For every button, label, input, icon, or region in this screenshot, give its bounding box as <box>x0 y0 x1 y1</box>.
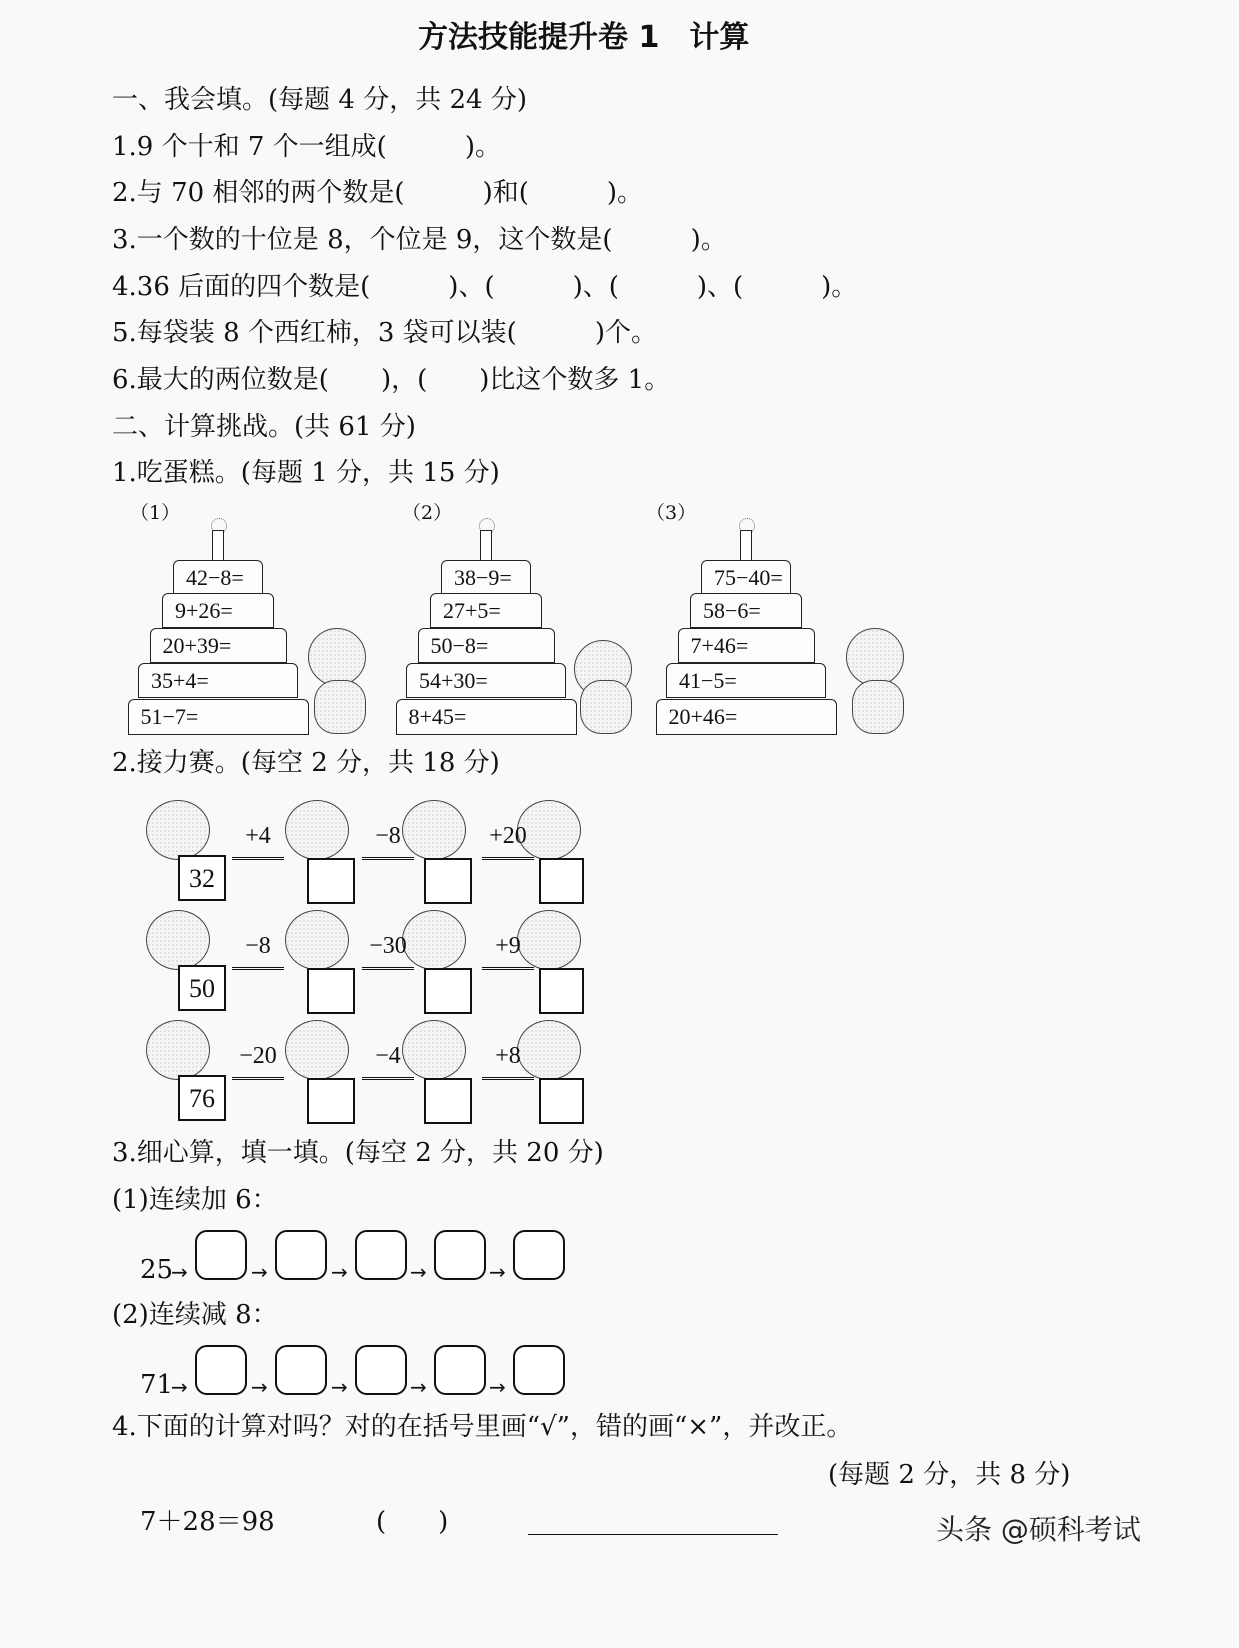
check-expression: 7＋28＝98 <box>140 1507 275 1537</box>
dog-body-icon <box>580 680 632 734</box>
relay-answer-box[interactable] <box>539 858 584 904</box>
cake-tier-equation[interactable]: 54+30= <box>406 663 566 698</box>
relay-operation-label: +9 <box>495 933 521 959</box>
relay-operation-label: −20 <box>239 1043 277 1069</box>
relay-start-box: 76 <box>178 1075 226 1121</box>
relay-answer-box[interactable] <box>307 968 355 1014</box>
relay-answer-box[interactable] <box>424 858 472 904</box>
candle-icon <box>740 530 752 562</box>
cake-tier-equation[interactable]: 38−9= <box>441 560 531 595</box>
arrow-icon: → <box>489 1260 506 1284</box>
cake-tier-equation[interactable]: 35+4= <box>138 663 298 698</box>
cake-tier-equation[interactable]: 51−7= <box>128 699 309 735</box>
relay-connector-line <box>232 1077 284 1080</box>
chain-answer-box[interactable] <box>434 1345 486 1395</box>
watermark: 头条 @硕科考试 <box>936 1513 1141 1546</box>
relay-connector-line <box>482 857 534 860</box>
cake-tier-equation[interactable]: 50−8= <box>418 628 555 663</box>
monkey-head-icon <box>308 628 366 686</box>
chain-answer-box[interactable] <box>195 1230 247 1280</box>
chain-answer-box[interactable] <box>275 1230 327 1280</box>
monkey-icon <box>146 1020 210 1080</box>
cake-tier-equation[interactable]: 20+39= <box>150 628 287 663</box>
relay-operation-label: +8 <box>495 1043 521 1069</box>
arrow-icon: → <box>171 1375 188 1399</box>
relay-answer-box[interactable] <box>424 1078 472 1124</box>
check-answer-paren[interactable]: ( ) <box>376 1507 449 1537</box>
cake-question-heading: 1.吃蛋糕。(每题 1 分，共 15 分) <box>112 458 500 488</box>
arrow-icon: → <box>331 1260 348 1284</box>
chain-answer-box[interactable] <box>355 1345 407 1395</box>
section2-heading: 二、计算挑战。(共 61 分) <box>112 412 416 442</box>
chain-answer-box[interactable] <box>355 1230 407 1280</box>
chain-answer-box[interactable] <box>275 1345 327 1395</box>
relay-operation-label: −8 <box>375 823 401 849</box>
chain-part-2-label: (2)连续减 8： <box>112 1300 278 1330</box>
relay-connector-line <box>362 967 414 970</box>
cake-tier-equation[interactable]: 42−8= <box>173 560 263 595</box>
cake-tier-equation[interactable]: 58−6= <box>690 593 802 628</box>
relay-operation-label: −30 <box>369 933 407 959</box>
monkey-body-icon <box>314 680 366 734</box>
fill-item-2: 2.与 70 相邻的两个数是( )和( )。 <box>112 178 643 208</box>
relay-answer-box[interactable] <box>307 1078 355 1124</box>
cake-tier-equation[interactable]: 7+46= <box>678 628 815 663</box>
cake-label: （3） <box>646 502 697 524</box>
monkey-icon <box>146 800 210 860</box>
relay-operation-label: +4 <box>245 823 271 849</box>
cake-label: （2） <box>402 502 453 524</box>
check-question-heading: 4.下面的计算对吗？对的在括号里画“√”，错的画“×”，并改正。 <box>112 1412 853 1442</box>
fill-item-1: 1.9 个十和 7 个一组成( )。 <box>112 132 501 162</box>
relay-answer-box[interactable] <box>424 968 472 1014</box>
relay-answer-box[interactable] <box>539 968 584 1014</box>
arrow-icon: → <box>251 1375 268 1399</box>
relay-connector-line <box>362 857 414 860</box>
relay-connector-line <box>362 1077 414 1080</box>
page-title: 方法技能提升卷 1 计算 <box>418 20 750 55</box>
cake-tier-equation[interactable]: 9+26= <box>162 593 274 628</box>
relay-connector-line <box>232 857 284 860</box>
chain-question-heading: 3.细心算，填一填。(每空 2 分，共 20 分) <box>112 1138 604 1168</box>
chain-answer-box[interactable] <box>513 1345 565 1395</box>
relay-answer-box[interactable] <box>539 1078 584 1124</box>
candle-icon <box>212 530 224 562</box>
arrow-icon: → <box>410 1375 427 1399</box>
relay-connector-line <box>482 1077 534 1080</box>
relay-operation-label: +20 <box>489 823 527 849</box>
section1-heading: 一、我会填。(每题 4 分，共 24 分) <box>112 85 527 115</box>
cake-tier-equation[interactable]: 8+45= <box>396 699 577 735</box>
relay-connector-line <box>232 967 284 970</box>
relay-question-heading: 2.接力赛。(每空 2 分，共 18 分) <box>112 748 500 778</box>
relay-start-box: 32 <box>178 855 226 901</box>
cake-tier-equation[interactable]: 41−5= <box>666 663 826 698</box>
relay-start-box: 50 <box>178 965 226 1011</box>
fill-item-5: 5.每袋装 8 个西红柿，3 袋可以装( )个。 <box>112 318 657 348</box>
arrow-icon: → <box>171 1260 188 1284</box>
chain-answer-box[interactable] <box>434 1230 486 1280</box>
fill-item-3: 3.一个数的十位是 8，个位是 9，这个数是( )。 <box>112 225 727 255</box>
fill-item-4: 4.36 后面的四个数是( )、( )、( )、( )。 <box>112 272 858 302</box>
cat-body-icon <box>852 680 904 734</box>
arrow-icon: → <box>410 1260 427 1284</box>
cake-label: （1） <box>130 502 181 524</box>
chain-start-number: 71 <box>140 1370 174 1400</box>
candle-icon <box>480 530 492 562</box>
relay-operation-label: −8 <box>245 933 271 959</box>
cake-tier-equation[interactable]: 20+46= <box>656 699 837 735</box>
chain-part-1-label: (1)连续加 6： <box>112 1185 278 1215</box>
arrow-icon: → <box>489 1375 506 1399</box>
cake-tier-equation[interactable]: 27+5= <box>430 593 542 628</box>
correction-blank[interactable] <box>528 1534 778 1535</box>
lion-icon <box>285 910 349 970</box>
chain-answer-box[interactable] <box>513 1230 565 1280</box>
arrow-icon: → <box>331 1375 348 1399</box>
lion-icon <box>285 800 349 860</box>
arrow-icon: → <box>251 1260 268 1284</box>
cake-tier-equation[interactable]: 75−40= <box>701 560 791 595</box>
chain-answer-box[interactable] <box>195 1345 247 1395</box>
chain-start-number: 25 <box>140 1255 174 1285</box>
monkey-icon <box>146 910 210 970</box>
relay-answer-box[interactable] <box>307 858 355 904</box>
lion-icon <box>285 1020 349 1080</box>
relay-operation-label: −4 <box>375 1043 401 1069</box>
relay-connector-line <box>482 967 534 970</box>
check-question-score: (每题 2 分，共 8 分) <box>828 1460 1071 1490</box>
fill-item-6: 6.最大的两位数是( )，( )比这个数多 1。 <box>112 365 671 395</box>
cat-head-icon <box>846 628 904 686</box>
